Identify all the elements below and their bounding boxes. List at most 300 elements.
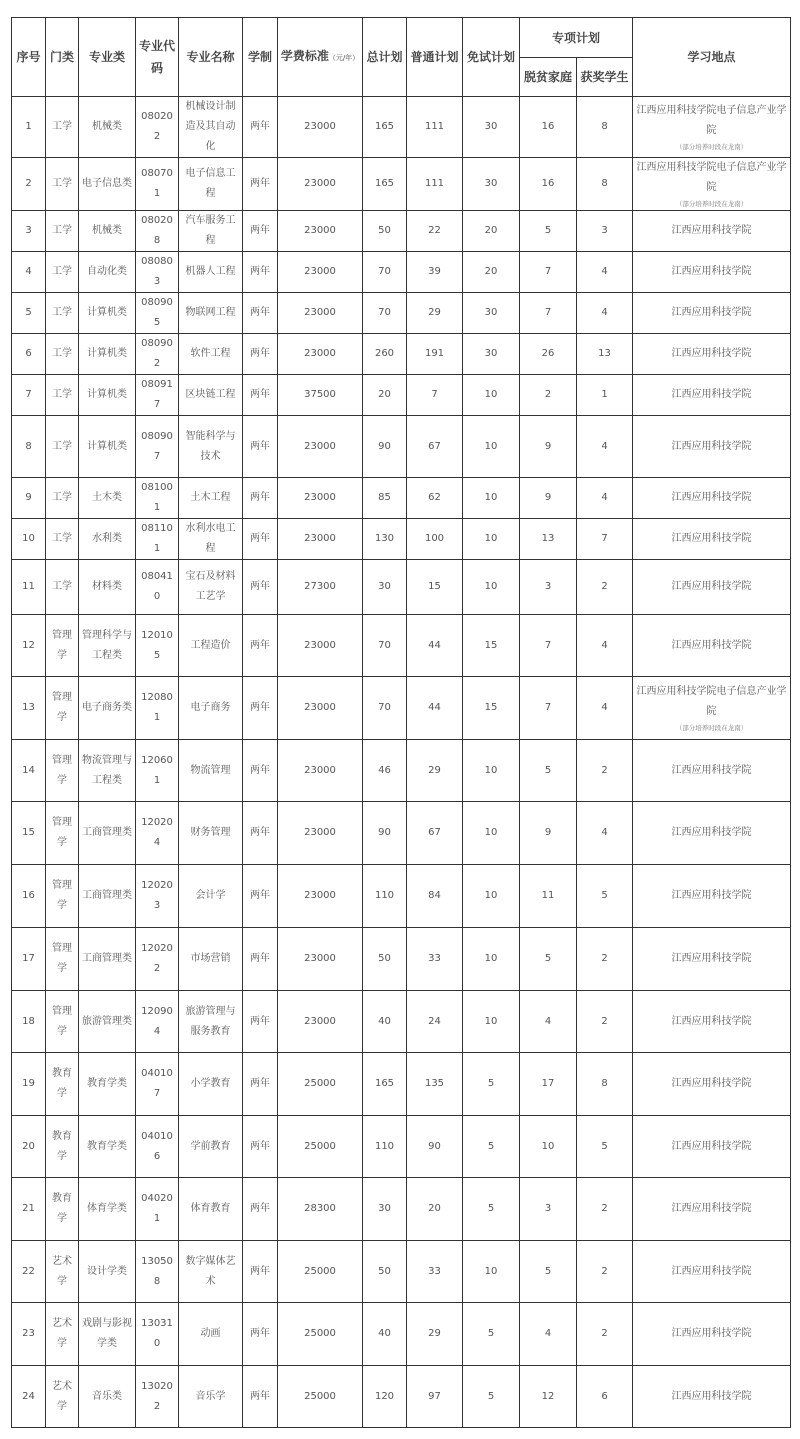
cell-category: 管理学 — [46, 928, 79, 991]
cell-location — [633, 865, 791, 928]
cell-code: 080410 — [136, 560, 179, 615]
location-text: 江西应用科技学院 — [671, 492, 752, 503]
cell-poverty: 5 — [520, 211, 577, 252]
cell-exempt: 5 — [463, 1116, 520, 1178]
cell-category: 管理学 — [46, 991, 79, 1053]
header-regular: 普通计划 — [407, 18, 463, 97]
cell-major-class: 计算机类 — [79, 334, 136, 375]
cell-major-class: 教育学类 — [79, 1053, 136, 1116]
cell-exempt: 10 — [463, 519, 520, 560]
cell-name: 学前教育 — [179, 1116, 243, 1178]
cell-seq: 10 — [12, 519, 46, 560]
cell-tuition: 37500 — [278, 375, 363, 416]
location-text: 江西应用科技学院 — [671, 1265, 752, 1277]
cell-category: 工学 — [46, 158, 79, 211]
cell-code: 040107 — [136, 1053, 179, 1116]
cell-total: 70 — [363, 252, 407, 293]
cell-seq: 21 — [12, 1178, 46, 1241]
location-text: 江西应用科技学院电子信息产业学院 — [636, 105, 787, 136]
cell-total: 110 — [363, 1116, 407, 1178]
table-row — [12, 211, 791, 252]
cell-category: 工学 — [46, 560, 79, 615]
cell-name: 智能科学与技术 — [179, 416, 243, 478]
cell-major-class: 电子商务类 — [79, 677, 136, 740]
cell-regular: 90 — [407, 1116, 463, 1178]
cell-poverty: 7 — [520, 293, 577, 334]
cell-code: 080803 — [136, 252, 179, 293]
cell-name: 小学教育 — [179, 1053, 243, 1116]
cell-seq: 14 — [12, 740, 46, 802]
cell-location — [633, 158, 791, 211]
cell-duration: 两年 — [243, 1303, 278, 1366]
cell-award: 8 — [577, 1053, 633, 1116]
cell-tuition: 25000 — [278, 1303, 363, 1366]
cell-tuition: 28300 — [278, 1178, 363, 1241]
location-text: 江西应用科技学院 — [671, 581, 752, 592]
location-text: 江西应用科技学院 — [671, 1078, 752, 1089]
cell-name: 动画 — [179, 1303, 243, 1366]
table-row — [12, 802, 791, 865]
cell-major-class: 设计学类 — [79, 1241, 136, 1303]
cell-tuition: 23000 — [278, 211, 363, 252]
cell-regular: 33 — [407, 928, 463, 991]
cell-poverty: 4 — [520, 991, 577, 1053]
cell-total: 40 — [363, 1303, 407, 1366]
cell-name: 电子信息工程 — [179, 158, 243, 211]
cell-duration: 两年 — [243, 478, 278, 519]
table-row — [12, 865, 791, 928]
cell-seq: 16 — [12, 865, 46, 928]
cell-regular: 20 — [407, 1178, 463, 1241]
table-row — [12, 1053, 791, 1116]
cell-tuition: 23000 — [278, 865, 363, 928]
cell-location — [633, 478, 791, 519]
cell-poverty: 17 — [520, 1053, 577, 1116]
cell-award: 4 — [577, 416, 633, 478]
cell-regular: 100 — [407, 519, 463, 560]
cell-exempt: 5 — [463, 1366, 520, 1428]
cell-poverty: 2 — [520, 375, 577, 416]
cell-poverty: 26 — [520, 334, 577, 375]
cell-duration: 两年 — [243, 1178, 278, 1241]
cell-duration: 两年 — [243, 158, 278, 211]
cell-category: 工学 — [46, 519, 79, 560]
cell-location — [633, 802, 791, 865]
cell-seq: 11 — [12, 560, 46, 615]
cell-award: 5 — [577, 1116, 633, 1178]
cell-award: 2 — [577, 928, 633, 991]
location-text: 江西应用科技学院 — [671, 533, 752, 544]
cell-name: 机器人工程 — [179, 252, 243, 293]
cell-regular: 191 — [407, 334, 463, 375]
cell-tuition: 25000 — [278, 1241, 363, 1303]
cell-total: 260 — [363, 334, 407, 375]
cell-award: 2 — [577, 991, 633, 1053]
cell-tuition: 25000 — [278, 1366, 363, 1428]
cell-category: 管理学 — [46, 740, 79, 802]
cell-duration: 两年 — [243, 615, 278, 677]
cell-code: 130310 — [136, 1303, 179, 1366]
cell-seq: 18 — [12, 991, 46, 1053]
cell-major-class: 工商管理类 — [79, 928, 136, 991]
cell-category: 工学 — [46, 97, 79, 158]
cell-location — [633, 97, 791, 158]
cell-poverty: 5 — [520, 740, 577, 802]
cell-major-class: 机械类 — [79, 211, 136, 252]
cell-total: 90 — [363, 416, 407, 478]
location-text: 江西应用科技学院 — [671, 389, 752, 400]
cell-tuition: 23000 — [278, 740, 363, 802]
cell-location — [633, 252, 791, 293]
table-row — [12, 1303, 791, 1366]
cell-award: 8 — [577, 158, 633, 211]
cell-regular: 62 — [407, 478, 463, 519]
cell-duration: 两年 — [243, 677, 278, 740]
location-text: 江西应用科技学院电子信息产业学院 — [636, 162, 787, 193]
cell-tuition: 23000 — [278, 97, 363, 158]
header-duration: 学制 — [243, 18, 278, 97]
cell-name: 数字媒体艺术 — [179, 1241, 243, 1303]
cell-location — [633, 375, 791, 416]
cell-poverty: 5 — [520, 1241, 577, 1303]
cell-tuition: 23000 — [278, 158, 363, 211]
location-text: 江西应用科技学院 — [671, 1203, 752, 1214]
cell-exempt: 10 — [463, 928, 520, 991]
cell-name: 水利水电工程 — [179, 519, 243, 560]
cell-code: 080902 — [136, 334, 179, 375]
table-row — [12, 991, 791, 1053]
cell-major-class: 电子信息类 — [79, 158, 136, 211]
cell-duration: 两年 — [243, 1241, 278, 1303]
cell-award: 6 — [577, 1366, 633, 1428]
location-note: （部分培养时段在龙南） — [675, 724, 748, 732]
admissions-plan-table — [11, 17, 791, 1428]
header-major-name: 专业名称 — [179, 18, 243, 97]
table-row — [12, 416, 791, 478]
cell-total: 85 — [363, 478, 407, 519]
location-text: 江西应用科技学院 — [671, 827, 752, 838]
location-text: 江西应用科技学院 — [671, 1328, 752, 1339]
cell-tuition: 23000 — [278, 615, 363, 677]
cell-duration: 两年 — [243, 740, 278, 802]
cell-regular: 44 — [407, 615, 463, 677]
cell-duration: 两年 — [243, 519, 278, 560]
cell-award: 2 — [577, 1241, 633, 1303]
cell-code: 120801 — [136, 677, 179, 740]
cell-major-class: 物流管理与工程类 — [79, 740, 136, 802]
cell-regular: 84 — [407, 865, 463, 928]
cell-total: 110 — [363, 865, 407, 928]
cell-major-class: 旅游管理类 — [79, 991, 136, 1053]
cell-major-class: 机械类 — [79, 97, 136, 158]
header-exempt: 免试计划 — [463, 18, 520, 97]
cell-location — [633, 928, 791, 991]
cell-seq: 6 — [12, 334, 46, 375]
cell-regular: 29 — [407, 293, 463, 334]
cell-exempt: 10 — [463, 375, 520, 416]
table-row — [12, 1178, 791, 1241]
header-tuition-label: 学费标准 — [280, 49, 329, 63]
cell-regular: 111 — [407, 158, 463, 211]
location-text: 江西应用科技学院 — [671, 1140, 752, 1152]
cell-seq: 13 — [12, 677, 46, 740]
table-body — [12, 97, 791, 1428]
cell-total: 40 — [363, 991, 407, 1053]
cell-exempt: 10 — [463, 478, 520, 519]
cell-category: 艺术学 — [46, 1303, 79, 1366]
cell-tuition: 23000 — [278, 478, 363, 519]
cell-name: 物联网工程 — [179, 293, 243, 334]
location-text: 江西应用科技学院 — [671, 1390, 752, 1402]
header-total: 总计划 — [363, 18, 407, 97]
cell-category: 工学 — [46, 211, 79, 252]
cell-name: 土木工程 — [179, 478, 243, 519]
cell-code: 120105 — [136, 615, 179, 677]
cell-award: 2 — [577, 560, 633, 615]
table-row — [12, 1366, 791, 1428]
location-text: 江西应用科技学院 — [671, 266, 752, 277]
cell-exempt: 15 — [463, 615, 520, 677]
cell-duration: 两年 — [243, 1366, 278, 1428]
cell-seq: 4 — [12, 252, 46, 293]
cell-category: 工学 — [46, 478, 79, 519]
cell-code: 120204 — [136, 802, 179, 865]
cell-award: 4 — [577, 615, 633, 677]
location-text: 江西应用科技学院 — [671, 225, 752, 236]
cell-name: 音乐学 — [179, 1366, 243, 1428]
cell-poverty: 10 — [520, 1116, 577, 1178]
location-text: 江西应用科技学院 — [671, 348, 752, 359]
cell-poverty: 9 — [520, 802, 577, 865]
cell-category: 教育学 — [46, 1116, 79, 1178]
cell-poverty: 9 — [520, 416, 577, 478]
cell-seq: 17 — [12, 928, 46, 991]
table-row — [12, 97, 791, 158]
header-poverty: 脱贫家庭 — [520, 58, 577, 97]
cell-duration: 两年 — [243, 560, 278, 615]
cell-award: 3 — [577, 211, 633, 252]
cell-category: 教育学 — [46, 1178, 79, 1241]
cell-category: 艺术学 — [46, 1366, 79, 1428]
table-row — [12, 615, 791, 677]
cell-award: 4 — [577, 478, 633, 519]
cell-duration: 两年 — [243, 252, 278, 293]
cell-regular: 135 — [407, 1053, 463, 1116]
cell-category: 管理学 — [46, 802, 79, 865]
cell-regular: 29 — [407, 740, 463, 802]
cell-code: 080208 — [136, 211, 179, 252]
table-row — [12, 252, 791, 293]
cell-location — [633, 991, 791, 1053]
cell-location — [633, 560, 791, 615]
cell-exempt: 10 — [463, 560, 520, 615]
cell-name: 物流管理 — [179, 740, 243, 802]
cell-exempt: 30 — [463, 97, 520, 158]
cell-regular: 67 — [407, 416, 463, 478]
cell-location — [633, 519, 791, 560]
cell-exempt: 30 — [463, 334, 520, 375]
cell-duration: 两年 — [243, 928, 278, 991]
cell-tuition: 23000 — [278, 677, 363, 740]
cell-regular: 97 — [407, 1366, 463, 1428]
location-text: 江西应用科技学院 — [671, 440, 752, 452]
cell-award: 13 — [577, 334, 633, 375]
cell-poverty: 7 — [520, 252, 577, 293]
cell-code: 120202 — [136, 928, 179, 991]
cell-regular: 24 — [407, 991, 463, 1053]
cell-name: 市场营销 — [179, 928, 243, 991]
cell-major-class: 水利类 — [79, 519, 136, 560]
cell-exempt: 10 — [463, 991, 520, 1053]
table-row — [12, 560, 791, 615]
header-tuition-unit: （元/年） — [328, 54, 360, 62]
cell-exempt: 30 — [463, 158, 520, 211]
cell-poverty: 9 — [520, 478, 577, 519]
cell-location — [633, 1366, 791, 1428]
cell-total: 165 — [363, 97, 407, 158]
cell-code: 040201 — [136, 1178, 179, 1241]
cell-name: 宝石及材料工艺学 — [179, 560, 243, 615]
cell-regular: 22 — [407, 211, 463, 252]
cell-award: 4 — [577, 293, 633, 334]
cell-category: 工学 — [46, 252, 79, 293]
cell-total: 30 — [363, 560, 407, 615]
cell-seq: 22 — [12, 1241, 46, 1303]
cell-duration: 两年 — [243, 211, 278, 252]
cell-award: 5 — [577, 865, 633, 928]
cell-tuition: 23000 — [278, 519, 363, 560]
cell-major-class: 工商管理类 — [79, 865, 136, 928]
cell-category: 工学 — [46, 334, 79, 375]
cell-code: 040106 — [136, 1116, 179, 1178]
cell-total: 90 — [363, 802, 407, 865]
cell-category: 管理学 — [46, 615, 79, 677]
cell-poverty: 12 — [520, 1366, 577, 1428]
location-text: 江西应用科技学院 — [671, 953, 752, 964]
cell-total: 120 — [363, 1366, 407, 1428]
cell-exempt: 10 — [463, 416, 520, 478]
cell-exempt: 5 — [463, 1178, 520, 1241]
cell-poverty: 16 — [520, 97, 577, 158]
cell-exempt: 10 — [463, 865, 520, 928]
table-row — [12, 519, 791, 560]
cell-major-class: 土木类 — [79, 478, 136, 519]
cell-location — [633, 416, 791, 478]
cell-seq: 20 — [12, 1116, 46, 1178]
cell-category: 管理学 — [46, 865, 79, 928]
cell-code: 080905 — [136, 293, 179, 334]
cell-duration: 两年 — [243, 865, 278, 928]
cell-tuition: 23000 — [278, 334, 363, 375]
cell-regular: 29 — [407, 1303, 463, 1366]
cell-tuition: 25000 — [278, 1116, 363, 1178]
cell-exempt: 15 — [463, 677, 520, 740]
cell-location — [633, 1303, 791, 1366]
cell-major-class: 材料类 — [79, 560, 136, 615]
cell-poverty: 16 — [520, 158, 577, 211]
cell-seq: 15 — [12, 802, 46, 865]
cell-seq: 9 — [12, 478, 46, 519]
cell-tuition: 23000 — [278, 293, 363, 334]
cell-duration: 两年 — [243, 334, 278, 375]
cell-seq: 2 — [12, 158, 46, 211]
cell-regular: 7 — [407, 375, 463, 416]
header-location: 学习地点 — [633, 18, 791, 97]
table-row — [12, 158, 791, 211]
location-note: （部分培养时段在龙南） — [675, 200, 748, 208]
cell-seq: 1 — [12, 97, 46, 158]
cell-regular: 44 — [407, 677, 463, 740]
table-row — [12, 928, 791, 991]
cell-major-class: 计算机类 — [79, 416, 136, 478]
cell-major-class: 计算机类 — [79, 375, 136, 416]
cell-award: 4 — [577, 677, 633, 740]
cell-poverty: 7 — [520, 615, 577, 677]
cell-duration: 两年 — [243, 802, 278, 865]
cell-major-class: 音乐类 — [79, 1366, 136, 1428]
cell-poverty: 7 — [520, 677, 577, 740]
location-note: （部分培养时段在龙南） — [675, 143, 748, 151]
cell-name: 区块链工程 — [179, 375, 243, 416]
table-row — [12, 1116, 791, 1178]
cell-code: 080917 — [136, 375, 179, 416]
cell-duration: 两年 — [243, 97, 278, 158]
cell-total: 70 — [363, 615, 407, 677]
cell-code: 120904 — [136, 991, 179, 1053]
cell-exempt: 20 — [463, 211, 520, 252]
cell-name: 软件工程 — [179, 334, 243, 375]
cell-poverty: 3 — [520, 560, 577, 615]
cell-category: 艺术学 — [46, 1241, 79, 1303]
header-category: 门类 — [46, 18, 79, 97]
cell-regular: 111 — [407, 97, 463, 158]
cell-name: 旅游管理与服务教育 — [179, 991, 243, 1053]
cell-seq: 23 — [12, 1303, 46, 1366]
location-text: 江西应用科技学院 — [671, 890, 752, 901]
cell-category: 工学 — [46, 416, 79, 478]
cell-total: 70 — [363, 677, 407, 740]
cell-poverty: 13 — [520, 519, 577, 560]
cell-award: 4 — [577, 252, 633, 293]
cell-seq: 3 — [12, 211, 46, 252]
cell-tuition: 23000 — [278, 928, 363, 991]
cell-tuition: 25000 — [278, 1053, 363, 1116]
location-text: 江西应用科技学院 — [671, 307, 752, 318]
cell-exempt: 10 — [463, 1241, 520, 1303]
cell-poverty: 4 — [520, 1303, 577, 1366]
cell-name: 汽车服务工程 — [179, 211, 243, 252]
cell-total: 46 — [363, 740, 407, 802]
header-tuition — [278, 18, 363, 97]
cell-name: 电子商务 — [179, 677, 243, 740]
cell-major-class: 戏剧与影视学类 — [79, 1303, 136, 1366]
cell-location — [633, 334, 791, 375]
cell-award: 2 — [577, 740, 633, 802]
cell-location — [633, 293, 791, 334]
cell-major-class: 教育学类 — [79, 1116, 136, 1178]
cell-total: 50 — [363, 1241, 407, 1303]
cell-category: 工学 — [46, 375, 79, 416]
cell-total: 165 — [363, 158, 407, 211]
cell-duration: 两年 — [243, 1116, 278, 1178]
cell-duration: 两年 — [243, 293, 278, 334]
header-code: 专业代码 — [136, 18, 179, 97]
cell-award: 8 — [577, 97, 633, 158]
cell-total: 20 — [363, 375, 407, 416]
cell-code: 130508 — [136, 1241, 179, 1303]
cell-duration: 两年 — [243, 1053, 278, 1116]
cell-code: 080907 — [136, 416, 179, 478]
